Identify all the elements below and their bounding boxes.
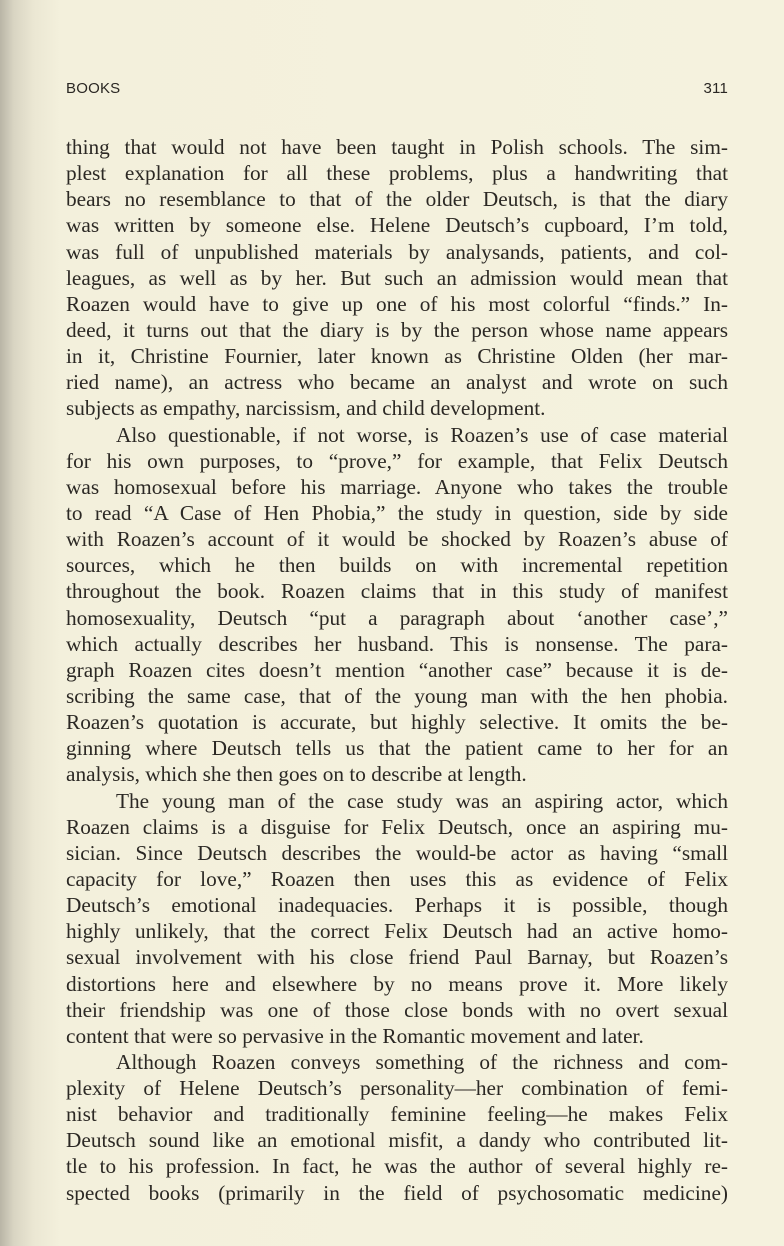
text-line: was homosexual before his marriage. Anyone who takes the trouble <box>66 474 728 499</box>
text-line: ried name), an actress who became an analyst and wrote on such <box>66 370 728 395</box>
text-line: analysis, which she then goes on to describe at length. <box>66 762 527 787</box>
text-line: deed, it turns out that the diary is by the person whose name appears <box>66 317 728 342</box>
text-line: sexual involvement with his close friend Paul Barnay, but Roazen’s <box>66 945 728 970</box>
text-line: plest explanation for all these problems, plus a handwriting that <box>66 161 728 186</box>
text-line: was written by someone else. Helene Deutsch’s cupboard, I’m told, <box>66 213 728 238</box>
text-line: Roazen’s quotation is accurate, but highly selective. It omits the be- <box>66 710 728 735</box>
text-line: distortions here and elsewhere by no means prove it. More likely <box>66 971 728 996</box>
paragraph <box>66 422 728 788</box>
text-line: scribing the same case, that of the young man with the hen phobia. <box>66 683 728 708</box>
text-line: Deutsch’s emotional inadequacies. Perhaps it is possible, though <box>66 893 728 918</box>
text-line: leagues, as well as by her. But such an admission would mean that <box>66 265 728 290</box>
text-line: which actually describes her husband. This is nonsense. The para- <box>66 631 728 656</box>
text-line: Roazen would have to give up one of his most colorful “finds.” In- <box>66 291 728 316</box>
text-line: for his own purposes, to “prove,” for example, that Felix Deutsch <box>66 448 728 473</box>
text-line: Roazen claims is a disguise for Felix Deutsch, once an aspiring mu- <box>66 814 728 839</box>
text-line: sician. Since Deutsch describes the would-be actor as having “small <box>66 840 728 865</box>
text-line: graph Roazen cites doesn’t mention “another case” because it is de- <box>66 657 728 682</box>
text-line: thing that would not have been taught in Polish schools. The sim- <box>66 135 728 159</box>
text-line: The young man of the case study was an aspiring actor, which <box>116 788 728 813</box>
paragraph <box>66 788 728 1049</box>
text-line: subjects as empathy, narcissism, and child development. <box>66 396 546 421</box>
text-line: plexity of Helene Deutsch’s personality—her combination of femi- <box>66 1076 728 1101</box>
text-line: spected books (primarily in the field of psychosomatic medicine) <box>66 1180 728 1205</box>
page-number: 311 <box>703 80 728 97</box>
text-line: capacity for love,” Roazen then uses this as evidence of Felix <box>66 866 728 891</box>
text-line: throughout the book. Roazen claims that in this study of manifest <box>66 579 728 604</box>
paragraph <box>66 1049 728 1206</box>
text-line: with Roazen’s account of it would be shocked by Roazen’s abuse of <box>66 527 728 552</box>
text-line: sources, which he then builds on with incremental repetition <box>66 553 728 578</box>
text-line: content that were so pervasive in the Romantic movement and later. <box>66 1023 644 1048</box>
text-line: to read “A Case of Hen Phobia,” the study in question, side by side <box>66 500 728 525</box>
text-line: tle to his profession. In fact, he was the author of several highly re- <box>66 1154 728 1179</box>
text-line: Deutsch sound like an emotional misfit, a dandy who contributed lit- <box>66 1128 728 1153</box>
text-line: nist behavior and traditionally feminine feeling—he makes Felix <box>66 1102 728 1127</box>
body-text <box>66 134 728 1206</box>
text-line: ginning where Deutsch tells us that the patient came to her for an <box>66 736 728 761</box>
text-line: Although Roazen conveys something of the richness and com- <box>116 1049 728 1074</box>
text-line: in it, Christine Fournier, later known as Christine Olden (her mar- <box>66 344 728 369</box>
text-line: homosexuality, Deutsch “put a paragraph about ‘another case’,” <box>66 605 728 630</box>
paragraph <box>66 134 728 422</box>
text-line: highly unlikely, that the correct Felix Deutsch had an active homo- <box>66 919 728 944</box>
text-line: was full of unpublished materials by analysands, patients, and col- <box>66 239 728 264</box>
text-line: their friendship was one of those close bonds with no overt sexual <box>66 997 728 1022</box>
section-title: BOOKS <box>66 80 121 97</box>
running-head <box>66 80 728 97</box>
text-line: Also questionable, if not worse, is Roazen’s use of case material <box>116 422 728 447</box>
text-line: bears no resemblance to that of the older Deutsch, is that the diary <box>66 187 728 212</box>
